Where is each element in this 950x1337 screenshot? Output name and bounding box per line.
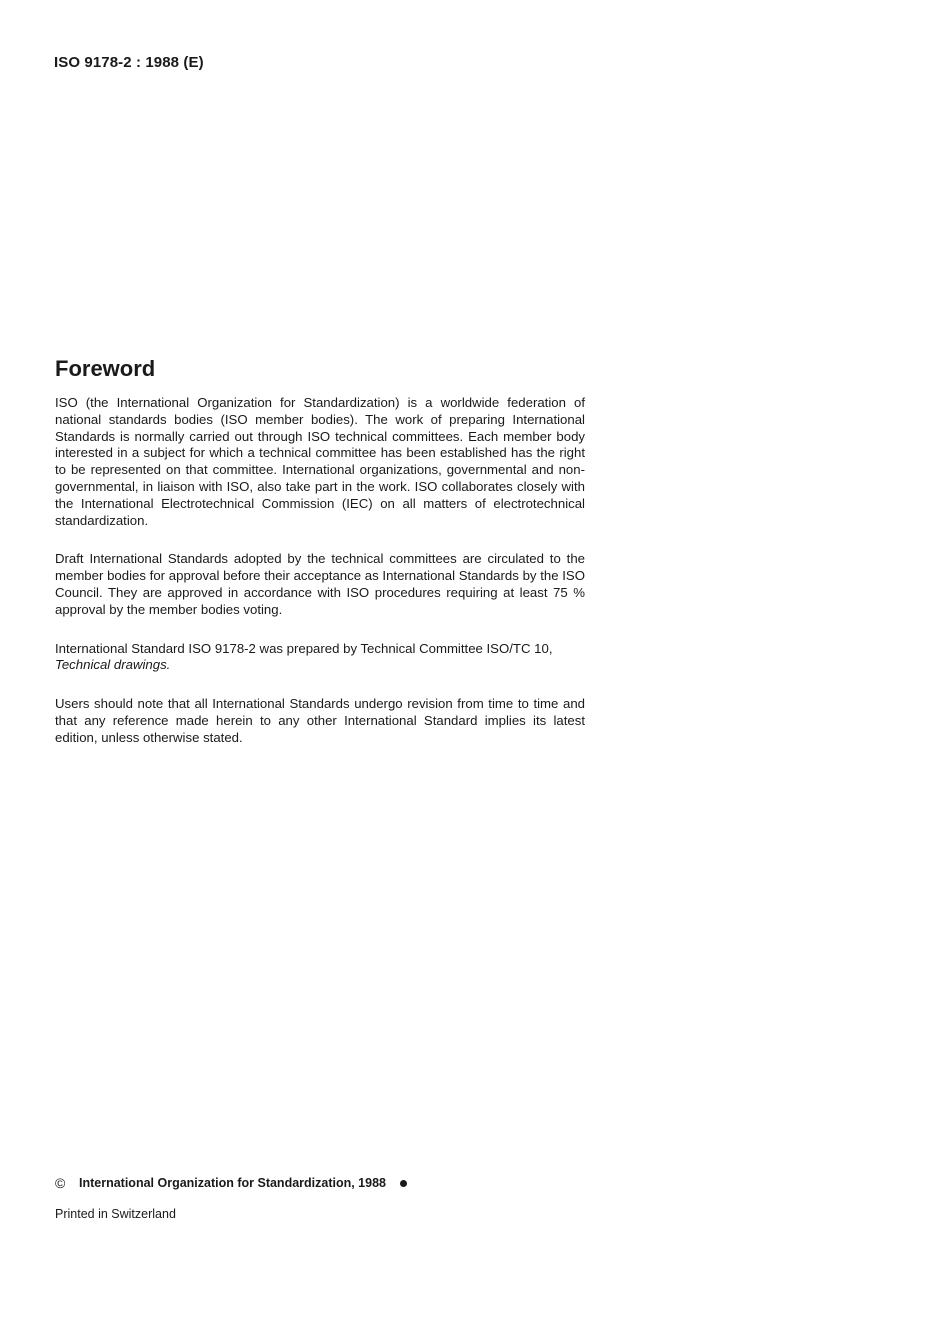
foreword-section xyxy=(55,355,585,769)
copyright-icon: © xyxy=(55,1175,66,1191)
foreword-paragraph-3-text: International Standard ISO 9178-2 was prepared by Technical Committee ISO/TC 10, xyxy=(55,640,553,656)
copyright-text: International Organization for Standardization, 1988 xyxy=(79,1176,386,1190)
foreword-paragraph-4: Users should note that all International Standards undergo revision from time to time and that any reference made herein to any other International Standard implies its latest edition, unless otherwise stated. xyxy=(55,696,585,745)
bullet-icon xyxy=(400,1180,407,1187)
document-reference: ISO 9178-2 : 1988 (E) xyxy=(54,54,204,71)
printed-location: Printed in Switzerland xyxy=(55,1207,176,1221)
foreword-paragraph-2: Draft International Standards adopted by the technical committees are circulated to the member bodies for approval before their acceptance as International Standards by the ISO Council. They are approved in accordance with ISO procedures requiring at least 75 % approval by the member bodies voting. xyxy=(55,551,585,617)
copyright-line xyxy=(55,1175,407,1191)
foreword-paragraph-3 xyxy=(55,641,585,675)
committee-name: Technical drawings. xyxy=(55,657,171,673)
foreword-title: Foreword xyxy=(55,356,156,381)
foreword-paragraph-1: ISO (the International Organization for Standardization) is a worldwide federation of national standards bodies (ISO member bodies). The work of preparing International Standards is normally carried out through ISO technical committees. Each member body interested in a subject for which a technical committee has been established has the right to be represented on that committee. International organizations, governmental and non-governmental, in liaison with ISO, also take part in the work. ISO collaborates closely with the International Electrotechnical Commission (IEC) on all matters of electrotechnical standardization. xyxy=(55,395,585,528)
